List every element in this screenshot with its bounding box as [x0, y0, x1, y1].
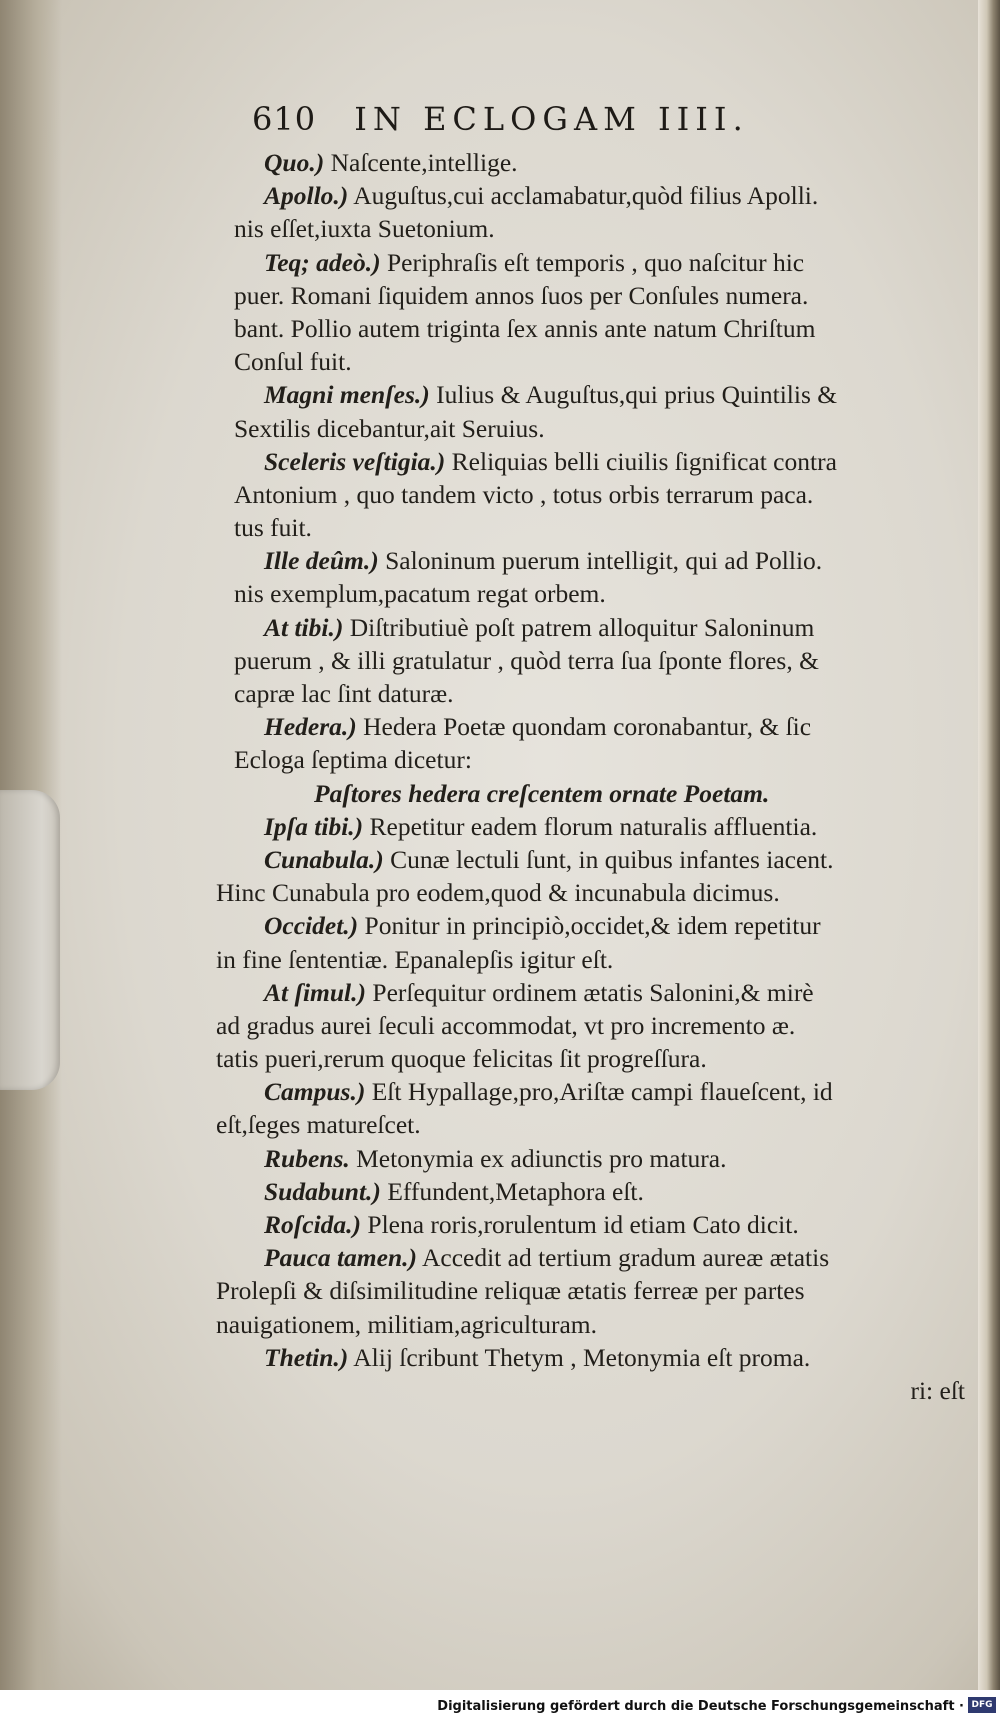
line-text: Cunæ lectuli ſunt, in quibus infantes iacent. — [383, 844, 834, 874]
text-line — [234, 1208, 979, 1241]
line-text: Prolepſi & diſsimilitudine reliquæ ætatis ferreæ per partes — [216, 1276, 805, 1306]
line-text: Sextilis dicebantur,ait Seruius. — [234, 413, 545, 443]
text-line — [234, 345, 979, 378]
line-text: Repetitur eadem florum naturalis affluentia. — [363, 811, 818, 841]
text-line — [234, 544, 979, 577]
lemma: Magni menſes.) — [264, 380, 430, 410]
text-line — [234, 445, 979, 478]
text-line — [234, 1075, 979, 1108]
lemma: Thetin.) — [264, 1342, 349, 1372]
line-text: eſt,ſeges matureſcet. — [216, 1110, 421, 1140]
lemma: Apollo.) — [264, 181, 349, 211]
running-title: IN ECLOGAM IIII. — [354, 100, 749, 138]
line-text: puer. Romani ſiquidem annos ſuos per Conſules numera. — [234, 280, 809, 310]
text-line — [234, 378, 979, 411]
text-line — [234, 246, 979, 279]
lemma: Sceleris veſtigia.) — [264, 446, 446, 476]
page-number: 610 — [252, 100, 317, 138]
lemma: Ille deûm.) — [264, 546, 379, 576]
text-line — [216, 943, 979, 976]
line-text: Effundent,Metaphora eſt. — [380, 1176, 644, 1206]
line-text: Diſtributiuè poſt patrem alloquitur Saloninum — [343, 612, 815, 642]
text-line — [234, 611, 979, 644]
text-line — [234, 1142, 979, 1175]
lemma: At ſimul.) — [264, 977, 367, 1007]
line-text: Ponitur in principiò,occidet,& idem repetitur — [358, 911, 821, 941]
text-line — [234, 743, 979, 776]
line-text: tus fuit. — [234, 513, 312, 543]
lemma: Campus.) — [264, 1077, 366, 1107]
line-text: Reliquias belli ciuilis ſignificat contra — [445, 446, 837, 476]
line-text: ad gradus aurei ſeculi accommodat, vt pro incremento æ. — [216, 1010, 796, 1040]
text-line — [234, 710, 979, 743]
lemma: Cunabula.) — [264, 844, 384, 874]
footer-bar — [0, 1690, 1000, 1721]
lemma: Quo.) — [264, 148, 325, 177]
lemma: Sudabunt.) — [264, 1176, 381, 1206]
line-text: Hinc Cunabula pro eodem,quod & incunabula dicimus. — [216, 878, 780, 908]
line-text: bant. Pollio autem triginta ſex annis ante natum Chriſtum — [234, 313, 816, 343]
line-text: puerum , & illi gratulatur , quòd terra ſua ſponte flores, & — [234, 645, 819, 675]
line-text: Plena roris,rorulentum id etiam Cato dicit. — [361, 1210, 799, 1239]
lemma: Rubens. — [264, 1143, 350, 1173]
book-spine-edge — [978, 0, 1000, 1690]
line-text: Conſul fuit. — [234, 347, 352, 377]
text-line — [234, 511, 979, 544]
text-line — [234, 909, 979, 942]
text-line — [234, 976, 979, 1009]
line-text: Saloninum puerum intelligit, qui ad Pollio. — [378, 546, 823, 576]
line-text: in fine ſententiæ. Epanalepſis igitur eſt. — [216, 944, 614, 974]
text-line — [234, 777, 979, 810]
dfg-logo-icon: DFG — [968, 1697, 996, 1713]
commentary-text-block — [216, 146, 979, 1407]
text-line — [216, 1274, 979, 1307]
line-text: nis exemplum,pacatum regat orbem. — [234, 579, 606, 609]
lemma: At tibi.) — [264, 612, 344, 642]
page-holder-clip — [0, 790, 60, 1090]
text-line — [234, 1241, 979, 1274]
line-text: Periphraſis eſt temporis , quo naſcitur hic — [380, 247, 805, 277]
line-text: Naſcente,intellige. — [324, 148, 518, 177]
text-line — [234, 644, 979, 677]
text-line — [234, 212, 979, 245]
line-text: Iulius & Auguſtus,qui prius Quintilis & — [429, 380, 838, 410]
text-line — [234, 478, 979, 511]
text-line — [234, 146, 979, 179]
line-text: Paſtores hedera creſcentem ornate Poetam. — [314, 778, 770, 808]
text-line — [234, 577, 979, 610]
running-header — [252, 100, 872, 150]
text-line — [234, 279, 979, 312]
lemma: Hedera.) — [264, 712, 357, 742]
text-line — [216, 1042, 979, 1075]
text-line — [234, 412, 979, 445]
lemma: Occidet.) — [264, 911, 359, 941]
text-line — [234, 1175, 979, 1208]
lemma: Roſcida.) — [264, 1210, 362, 1239]
line-text: Antonium , quo tandem victo , totus orbis terrarum paca. — [234, 479, 814, 509]
text-line — [234, 810, 979, 843]
line-text: Ecloga ſeptima dicetur: — [234, 745, 472, 775]
line-text: Accedit ad tertium gradum aureæ ætatis — [417, 1243, 830, 1273]
text-line — [216, 1308, 979, 1341]
line-text: capræ lac ſint daturæ. — [234, 679, 454, 708]
lemma: Ipſa tibi.) — [264, 811, 364, 841]
text-line — [234, 843, 979, 876]
lemma: Teq; adeò.) — [264, 247, 381, 277]
line-text: tatis pueri,rerum quoque felicitas ſit progreſſura. — [216, 1044, 707, 1074]
text-line — [216, 876, 979, 909]
lemma: Pauca tamen.) — [264, 1243, 417, 1273]
line-text: Metonymia ex adiunctis pro matura. — [349, 1143, 727, 1173]
line-text: nis eſſet,iuxta Suetonium. — [234, 214, 495, 244]
text-line — [234, 312, 979, 345]
line-text: Perſequitur ordinem ætatis Salonini,& mirè — [366, 977, 814, 1007]
text-line — [234, 179, 979, 212]
catchword: ri: eſt — [910, 1375, 965, 1405]
funding-credit: Digitalisierung gefördert durch die Deutsche Forschungsgemeinschaft · — [437, 1699, 964, 1714]
line-text: Alij ſcribunt Thetym , Metonymia eſt proma. — [348, 1342, 811, 1372]
text-line — [216, 1108, 979, 1141]
line-text: Eſt Hypallage,pro,Ariſtæ campi flaueſcent, id — [365, 1077, 833, 1107]
line-text: Hedera Poetæ quondam coronabantur, & ſic — [356, 712, 812, 742]
line-text: nauigationem, militiam,agriculturam. — [216, 1309, 597, 1339]
text-line — [216, 1009, 979, 1042]
line-text: Auguſtus,cui acclamabatur,quòd filius Apolli. — [348, 181, 819, 211]
text-line — [234, 1341, 979, 1374]
text-line — [234, 677, 979, 710]
